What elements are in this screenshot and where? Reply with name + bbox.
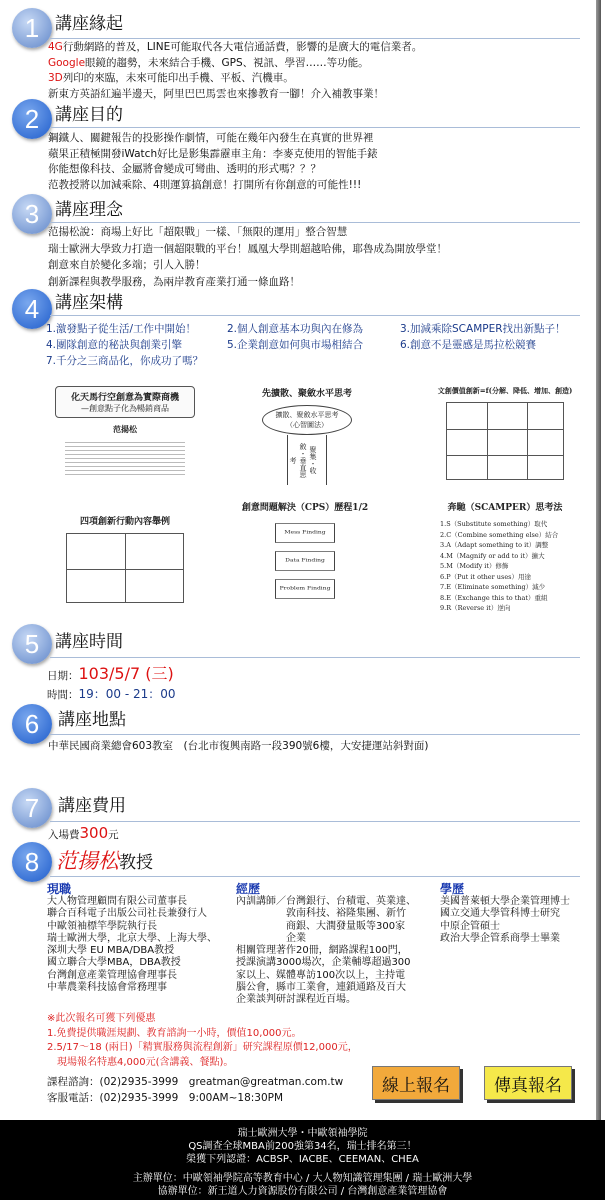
divider: [50, 38, 580, 39]
agenda-item: 6.創意不是靈感是馬拉松競賽: [400, 339, 537, 351]
agenda-item: 5.企業創意如何與市場相結合: [227, 339, 364, 351]
highlight: Google: [48, 56, 86, 69]
agenda-item: 3.加減乘除SCAMPER找出新點子！: [400, 323, 566, 335]
speaker-name: 范揚松: [56, 849, 119, 873]
online-registration-button[interactable]: 線上報名: [372, 1066, 460, 1100]
slide-text-block: [65, 439, 185, 475]
cps-step: Mess Finding: [275, 523, 335, 543]
text: 創意來自於變化多端；引人入勝！: [48, 259, 206, 272]
number-badge: 7: [12, 788, 52, 828]
text: 國立聯合大學MBA，DBA教授: [47, 957, 181, 969]
course-inquiry: 課程諮詢：(02)2935-3999 greatman@greatman.com.tw: [47, 1076, 344, 1088]
number-badge: 5: [12, 624, 52, 664]
text: 范揚松說：商場上好比「超限戰」一樣、「無限的運用」整合智慧: [48, 226, 348, 238]
column-heading: 學歷: [440, 882, 465, 896]
speaker-title: 教授: [119, 853, 153, 873]
divider: [50, 657, 580, 658]
divider: [50, 315, 580, 316]
text: 聯合百科電子出版公司社長兼發行人: [47, 908, 207, 920]
footer-line: 榮獲下列認證：ACBSP、IACBE、CEEMAN、CHEA: [186, 1154, 419, 1165]
scamper-item: 1.S（Substitute something）取代: [440, 520, 548, 528]
text: 商銀、大潤發量販等300家: [236, 920, 406, 932]
agenda-item: 2.個人創意基本功與內在修為: [227, 323, 364, 335]
slide-title: 奔馳（SCAMPER）思考法: [447, 503, 563, 513]
text: 蘋果正積極開發iWatch好比是影集霹靂車主角：李麥克使用的智能手錶: [48, 147, 378, 160]
slide-subtitle: —創意點子化為暢銷商品: [81, 404, 169, 413]
text: 授課演講3000場次，企業輔導超過300: [236, 957, 411, 969]
divider: [50, 821, 580, 822]
section-title: 講座緣起: [55, 14, 123, 34]
section-title: 講座理念: [55, 200, 123, 220]
offer-item: 2.5/17～18 (兩日)「精實服務與流程創新」研究課程原價12,000元，: [47, 1042, 358, 1053]
section-title: 講座目的: [55, 105, 123, 125]
number-badge: 2: [12, 99, 52, 139]
text: 新東方英語紅遍半邊天，阿里巴巴馬雲也來摻教育一腳！介入補教事業！: [48, 87, 384, 100]
text: 家以上、媒體專訪100次以上，主持電: [236, 969, 406, 981]
scamper-item: 5.M（Modify it）修飾: [440, 562, 509, 570]
slide-thumbnail: [420, 500, 590, 612]
funnel-stem: 聚集・收斂・垂直思考: [287, 435, 327, 485]
text: 中歐領袖標竿學院執行長: [47, 920, 157, 932]
number-badge: 4: [12, 289, 52, 329]
fee-value: 300: [79, 824, 109, 842]
scamper-item: 8.E（Exchange this to that）重組: [440, 593, 548, 602]
text: 相關管理著作20冊，網路課程100門，: [236, 945, 408, 957]
time-label: 時間：: [47, 689, 79, 701]
slide-author: 范揚松: [113, 424, 137, 434]
slide-title: 創意問題解決（CPS）歷程1/2: [241, 503, 369, 513]
scamper-item: 3.A（Adapt something to it）調整: [440, 541, 549, 549]
divider: [50, 222, 580, 223]
section-title: 講座時間: [55, 632, 123, 652]
section-title: 講座架構: [55, 293, 123, 313]
offers: [47, 1012, 358, 1070]
co-organizer: 協辦單位：新王道人力資源股份有限公司 / 台灣創意產業管理協會: [157, 1186, 448, 1197]
text: 國立交通大學管科博士研究: [440, 908, 560, 920]
address: 中華民國商業總會603教室 (台北市復興南路一段390號6樓，大安捷運站斜對面): [48, 740, 429, 752]
fee-unit: 元: [108, 829, 119, 841]
section-body: [48, 40, 422, 102]
profile-current: [47, 882, 217, 994]
slide-thumbnail: [220, 500, 390, 605]
text: 你能想像科技、金屬將會變成可彎曲、透明的形式嗎？？？: [48, 163, 321, 175]
footer-line: 瑞士歐洲大學・中歐領袖學院: [237, 1128, 368, 1139]
text: 中原企管碩士: [440, 920, 500, 932]
action-grid: [66, 533, 184, 603]
cps-step: Data Finding: [275, 551, 335, 571]
page-edge: [596, 0, 601, 1120]
text: 深圳大學 EU MBA/DBA教授: [47, 945, 175, 957]
text: 政治大學企管系商學士畢業: [440, 932, 560, 944]
offer-item: 現場報名特惠4,000元(含講義、餐點)。: [47, 1056, 234, 1068]
text: 瑞士歐洲大學，北京大學、上海大學、: [47, 932, 217, 944]
offer-item: 1.免費提供職涯規劃、教育諮詢一小時，價值10,000元。: [47, 1027, 302, 1039]
profile-education: [440, 882, 570, 945]
profile-experience: [236, 882, 416, 1007]
footer: [0, 1120, 605, 1200]
number-badge: 6: [12, 704, 52, 744]
scamper-item: 6.P（Put it other uses）用途: [440, 572, 532, 581]
text: 敦南科技、裕隆集團、新竹: [236, 908, 406, 920]
organizer: 主辦單位：中歐領袖學院高等教育中心 / 大人物知識管理集團 / 瑞士歐洲大學: [132, 1173, 473, 1184]
slide-title: 文創價值創新=f(分解、降低、增加、創造): [437, 386, 573, 395]
footer-line: QS調查全球MBA前200強第34名，瑞士排名第三！: [188, 1141, 417, 1152]
divider: [50, 876, 580, 877]
agenda-item: 1.激發點子從生活/工作中開始！: [46, 323, 197, 335]
slide-thumbnail: [40, 386, 210, 491]
time-value: 19：00 - 21：00: [78, 687, 176, 701]
text: 列印的來臨，未來可能印出手機、平板、汽機車。: [62, 72, 294, 84]
slide-title: 先擴散、聚斂水平思考: [261, 389, 352, 399]
column-heading: 現職: [47, 882, 72, 896]
value-grid: [446, 402, 564, 480]
fax-registration-button[interactable]: 傳真報名: [484, 1066, 572, 1100]
slide-thumbnail: [40, 500, 210, 605]
text: 中華農業科技協會常務理事: [47, 982, 167, 994]
number-badge: 3: [12, 194, 52, 234]
slide-title: 四項創新行動內容舉例: [79, 517, 170, 527]
divider: [50, 734, 580, 735]
slide-title: 化天馬行空創意為實際商機: [70, 393, 179, 403]
date-value: 103/5/7 (三): [78, 664, 174, 683]
highlight: 4G: [48, 41, 63, 53]
fee-label: 入場費: [48, 829, 80, 841]
cps-step: Problem Finding: [275, 579, 335, 599]
text: 企業談判研討課程近百場。: [236, 994, 356, 1006]
text: 內訓講師／台灣銀行、台積電、英業達、: [236, 896, 416, 907]
text: 腦公會，縣市工業會，連鎖通路及百大: [236, 982, 406, 994]
text: 瑞士歐洲大學致力打造一個超限戰的平台！鳳凰大學則超越哈佛，耶魯成為開放學堂！: [48, 242, 447, 255]
agenda-item: 7.千分之三商品化，你成功了嗎？: [46, 355, 204, 367]
funnel-top: 擴散、聚斂水平思考（心智圖法）: [262, 405, 352, 435]
number-badge: 1: [12, 8, 52, 48]
section-body: [48, 224, 447, 290]
text: 台灣創意產業管理協會理事長: [47, 969, 177, 981]
text: 美國普萊頓大學企業管理博士: [440, 896, 570, 907]
date-label: 日期：: [47, 670, 79, 682]
offer-heading: ※此次報名可獲下列優惠: [47, 1013, 156, 1024]
text: 范教授將以加減乘除、4則運算搞創意！打開所有你創意的可能性!!!: [48, 178, 362, 191]
text: 大人物管理顧問有限公司董事長: [47, 896, 187, 907]
scamper-item: 9.R（Reverse it）逆向: [440, 604, 511, 612]
highlight: 3D: [48, 72, 63, 84]
section-title: 講座地點: [58, 710, 126, 730]
text: 創新課程與教學服務，為兩岸教育產業打通一條血路！: [48, 275, 300, 288]
section-body: [48, 131, 378, 193]
column-heading: 經歷: [236, 882, 261, 896]
divider: [50, 127, 580, 128]
service-phone: 客服電話：(02)2935-3999 9:00AM~18:30PM: [47, 1092, 284, 1104]
agenda-item: 4.團隊創意的秘訣與創業引擎: [46, 339, 183, 351]
slide-thumbnail: [420, 386, 590, 491]
scamper-item: 2.C（Combine something else）結合: [440, 530, 559, 539]
text: 行動網路的普及，LINE可能取代各大電信通話費，影響的是廣大的電信業者。: [62, 41, 423, 53]
text: 眼鏡的趨勢，未來結合手機、GPS、視訊、學習……等功能。: [85, 56, 369, 69]
scamper-item: 4.M（Magnify or add to it）擴大: [440, 551, 545, 560]
scamper-item: 7.E（Eliminate something）減少: [440, 583, 546, 591]
contact-info: [47, 1074, 343, 1106]
number-badge: 8: [12, 842, 52, 882]
text: 鋼鐵人、關鍵報告的投影操作劇情，可能在幾年內發生在真實的世界裡: [48, 132, 374, 144]
text: 企業: [236, 932, 306, 944]
section-title: 講座費用: [58, 796, 126, 816]
slide-thumbnail: [222, 386, 392, 491]
